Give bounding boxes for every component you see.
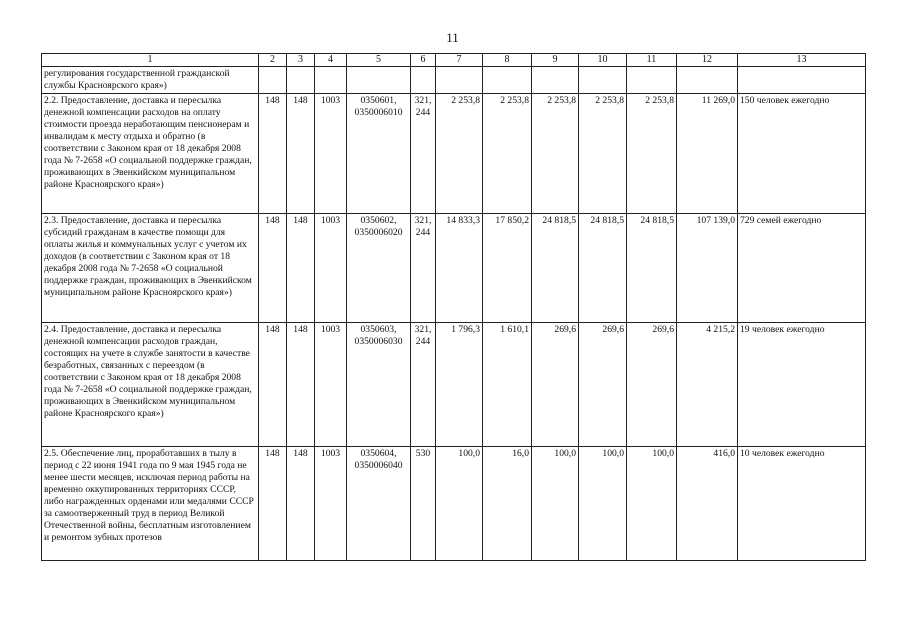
cell-amount: 17 850,2	[483, 214, 532, 323]
cell-amount: 1 610,1	[483, 323, 532, 447]
row-description: 2.5. Обеспечение лиц, проработавших в тылу в период с 22 июня 1941 года по 9 мая 1945 года не менее шести месяцев, исключая период работы на временно оккупированных территориях СССР, либо награжденных орденами или медалями СССР за самоотверженный труд в период Великой Отечественной войны, бесплатным изготовлением и ремонтом зубных протезов	[42, 447, 259, 561]
cell-total: 416,0	[677, 447, 738, 561]
cell-total: 4 215,2	[677, 323, 738, 447]
cell-result: 10 человек ежегодно	[738, 447, 866, 561]
cell-amount: 24 818,5	[532, 214, 579, 323]
cell-code: 0350601, 0350006010	[347, 94, 411, 214]
table-row	[42, 214, 866, 323]
cell-code: 148	[259, 94, 287, 214]
table-row	[42, 94, 866, 214]
cell-amount: 2 253,8	[436, 94, 483, 214]
cell-code: 1003	[315, 214, 347, 323]
cell-amount: 100,0	[436, 447, 483, 561]
cell-code: 0350603, 0350006030	[347, 323, 411, 447]
cell-code: 321, 244	[411, 323, 436, 447]
cell-amount: 269,6	[627, 323, 677, 447]
cell-code: 1003	[315, 447, 347, 561]
header-cell: 11	[627, 54, 677, 67]
cell-code: 0350602, 0350006020	[347, 214, 411, 323]
cell-amount: 269,6	[532, 323, 579, 447]
cell-code: 148	[259, 214, 287, 323]
cell-amount: 16,0	[483, 447, 532, 561]
header-cell: 12	[677, 54, 738, 67]
cell-code: 0350604, 0350006040	[347, 447, 411, 561]
header-cell: 3	[287, 54, 315, 67]
header-cell: 6	[411, 54, 436, 67]
cell-code: 148	[287, 323, 315, 447]
cell-code: 148	[287, 447, 315, 561]
header-cell: 5	[347, 54, 411, 67]
cell-amount: 14 833,3	[436, 214, 483, 323]
cell-amount: 2 253,8	[579, 94, 627, 214]
cell-code: 148	[259, 447, 287, 561]
header-cell: 4	[315, 54, 347, 67]
header-cell: 13	[738, 54, 866, 67]
cell-total: 107 139,0	[677, 214, 738, 323]
cell-amount: 24 818,5	[627, 214, 677, 323]
cell-result: 150 человек ежегодно	[738, 94, 866, 214]
header-cell: 8	[483, 54, 532, 67]
cell-amount: 269,6	[579, 323, 627, 447]
header-cell: 10	[579, 54, 627, 67]
cell-amount: 100,0	[627, 447, 677, 561]
row-description: регулирования государственной гражданской службы Красноярского края»)	[42, 67, 259, 94]
cell-code: 148	[287, 214, 315, 323]
cell-amount: 2 253,8	[627, 94, 677, 214]
header-cell: 9	[532, 54, 579, 67]
cell-amount: 100,0	[579, 447, 627, 561]
table-row	[42, 323, 866, 447]
cell-code: 321, 244	[411, 94, 436, 214]
cell-code: 148	[259, 323, 287, 447]
header-cell: 2	[259, 54, 287, 67]
header-row	[42, 54, 866, 67]
cell-amount: 24 818,5	[579, 214, 627, 323]
cell-code: 321, 244	[411, 214, 436, 323]
cell-code: 530	[411, 447, 436, 561]
cell-result: 19 человек ежегодно	[738, 323, 866, 447]
page-number: 11	[446, 30, 459, 45]
cell-total: 11 269,0	[677, 94, 738, 214]
header-cell: 7	[436, 54, 483, 67]
cell-code: 1003	[315, 323, 347, 447]
cell-amount: 2 253,8	[532, 94, 579, 214]
continuation-row	[42, 67, 866, 94]
row-description: 2.3. Предоставление, доставка и пересылка субсидий гражданам в качестве помощи для оплаты жилья и коммунальных услуг с учетом их доходов (в соответствии с Законом края от 18 декабря 2008 года № 7-2658 «О социальной поддержке граждан, проживающих в Эвенкийском муниципальном районе Красноярского края»)	[42, 214, 259, 323]
row-description: 2.4. Предоставление, доставка и пересылка денежной компенсации расходов граждан, состоящих на учете в службе занятости в качестве безработных, связанных с переездом (в соответствии с Законом края от 18 декабря 2008 года № 7-2658 «О социальной поддержке граждан, проживающих в Эвенкийском муниципальном районе Красноярского края»)	[42, 323, 259, 447]
cell-code: 1003	[315, 94, 347, 214]
budget-table	[41, 53, 866, 561]
cell-amount: 2 253,8	[483, 94, 532, 214]
cell-result: 729 семей ежегодно	[738, 214, 866, 323]
table-row	[42, 447, 866, 561]
cell-code: 148	[287, 94, 315, 214]
cell-amount: 1 796,3	[436, 323, 483, 447]
row-description: 2.2. Предоставление, доставка и пересылка денежной компенсации расходов на оплату стоимости проезда неработающим пенсионерам и инвалидам к месту отдыха и обратно (в соответствии с Законом края от 18 декабря 2008 года № 7-2658 «О социальной поддержке граждан, проживающих в Эвенкийском муниципальном районе Красноярского края»)	[42, 94, 259, 214]
header-cell: 1	[42, 54, 259, 67]
cell-amount: 100,0	[532, 447, 579, 561]
